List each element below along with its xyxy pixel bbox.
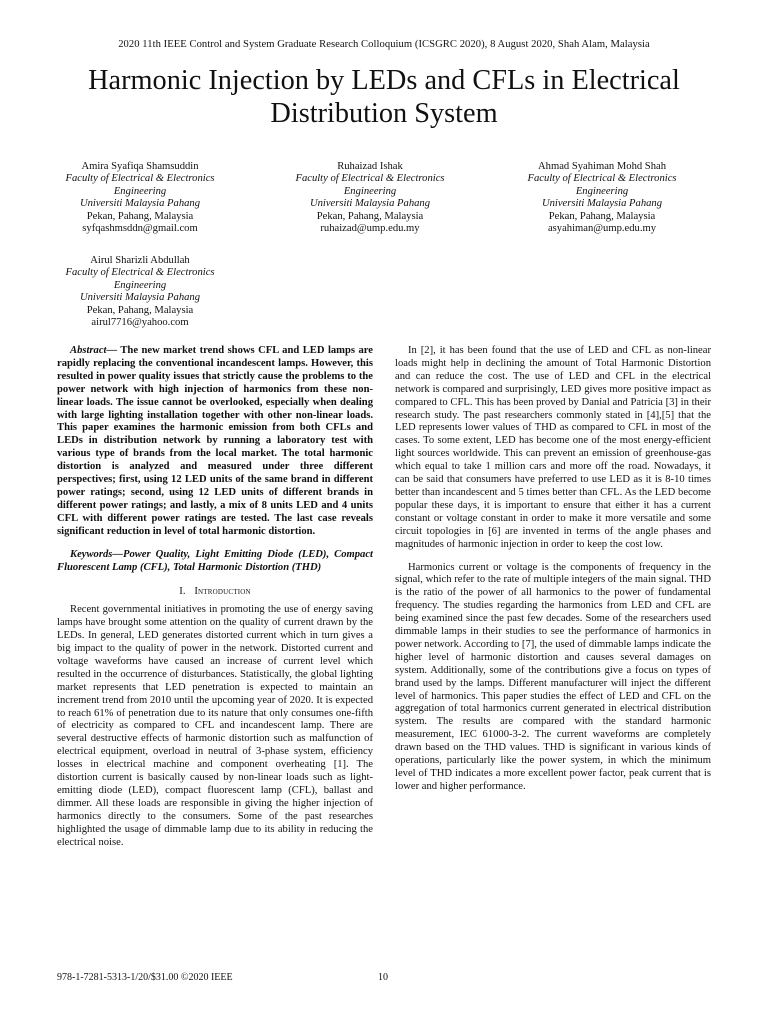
paper-title: Harmonic Injection by LEDs and CFLs in Electrical Distribution System bbox=[88, 65, 680, 129]
author-university: Universiti Malaysia Pahang bbox=[79, 198, 201, 210]
footer-isbn: 978-1-7281-5313-1/20/$31.00 ©2020 IEEE bbox=[57, 972, 233, 983]
author-email: ruhaizad@ump.edu.my bbox=[320, 223, 420, 235]
author-university: Universiti Malaysia Pahang bbox=[541, 198, 663, 210]
author-block-4 bbox=[40, 255, 240, 329]
author-location: Pekan, Pahang, Malaysia bbox=[86, 304, 194, 316]
right-column bbox=[395, 345, 711, 794]
author-affiliation: Engineering bbox=[113, 185, 167, 197]
author-block-3 bbox=[502, 161, 702, 235]
author-name: Ruhaizad Ishak bbox=[337, 161, 403, 172]
section-title: Introduction bbox=[194, 586, 251, 598]
left-column bbox=[57, 345, 373, 850]
abstract-label: Abstract— bbox=[70, 345, 118, 356]
author-location: Pekan, Pahang, Malaysia bbox=[316, 210, 424, 222]
author-affiliation: Engineering bbox=[575, 185, 629, 197]
author-email: syfqashmsddn@gmail.com bbox=[82, 223, 198, 235]
conference-header: 2020 11th IEEE Control and System Graduate Research Colloquium (ICSGRC 2020), 8 August 2020, Shah Alam, Malaysia bbox=[118, 39, 650, 50]
author-name: Ahmad Syahiman Mohd Shah bbox=[538, 161, 666, 172]
author-block-1 bbox=[40, 161, 240, 235]
author-affiliation: Faculty of Electrical & Electronics bbox=[65, 267, 215, 279]
author-affiliation: Engineering bbox=[113, 279, 167, 291]
author-affiliation: Engineering bbox=[343, 185, 397, 197]
body-paragraph: In [2], it has been found that the use of LED and CFL as non-linear loads might help in declining the amount of Total Harmonic Distortion and can reduce the cost. The use of LED and CFL in the electrical network is compared and surprisingly, LED gives more positive impact as compared to CFL. This has been proved by Danial and Patricia [3] in their research study. The past researchers commonly stated in [4],[5] that the LED represents lower values of THD as compared to CFL in most of the cases. To some extent, LED has become one of the most energy-efficient light sources worldwide. This can prevent an emission of greenhouse-gas which equal to take 1 million cars and more off the road. Nowadays, it can be said that consumers have preferred to use LED as it is 8-10 times better than incandescent and 5 times better than CFL. As the LED become popular these days, it is important to ensure that either it has a current constant or voltage constant in order to make it more versatile and some circuit topologies in [6] are invented in terms of the angle phases and magnitudes of harmonic injection in order to keep the cost low. bbox=[395, 345, 711, 550]
author-location: Pekan, Pahang, Malaysia bbox=[548, 210, 656, 222]
section-number: I. bbox=[179, 586, 186, 598]
keywords: Keywords—Power Quality, Light Emitting Diode (LED), Compact Fluorescent Lamp (CFL), Total Harmonic Distortion (THD) bbox=[57, 548, 373, 573]
intro-paragraph: Recent governmental initiatives in promoting the use of energy saving lamps have brought some attention on the quality of current drawn by the LEDs. In general, LED generates distorted current which in turn gives a big impact to the quality of power in the network. Distorted current and voltage waveforms have caused an increase of current level which resulted in the occurrence of disturbances. Statistically, the global lighting market represents that LED penetration is expected to maintain an increment trend from 2010 until the upcoming year of 2020. It is expected to reach 61% of penetration due to its nature that only consumes one-fifth of electricity as compared to CFL and incandescent lamp. There are several destructive effects of harmonic distortion such as malfunction of electrical equipment, overload in neutral of 3-phase system, efficiency losses in electrical machine and component overheating [1]. The distortion current is basically caused by non-linear loads such as light-emitting diode (LED), compact fluorescent lamp (CFL), ballast and dimmer. All these loads are responsible in giving the higher injection of harmonics directly to the consumers. Some of the past researches highlighted the usage of dimmable lamp due to its ability in reducing the electrical noise. bbox=[57, 604, 373, 848]
author-name: Amira Syafiqa Shamsuddin bbox=[81, 161, 199, 172]
author-email: asyahiman@ump.edu.my bbox=[547, 223, 657, 235]
abstract bbox=[57, 345, 373, 539]
body-paragraph: Harmonics current or voltage is the components of frequency in the signal, which refer to the rate of multiple integers of the main signal. THD is the ratio of the power of all harmonics to the power of fundamental frequency. The studies regarding the harmonics from LED and CFL are being examined since the past few decades. Some of the researchers used dimmable lamps in their studies to see the performance of harmonics in power network. According to [7], the used of dimmable lamps indicate the higher level of harmonic distortion and causes several damages on system. Additionally, some of the contributions give a focus on types of brand used by the lamps. Different manufacturer will inject the different level of harmonics. This paper studies the effect of LED and CFL on the aggregation of total harmonics current generated in electrical distribution system. The results are compared with the standard harmonic measurement, IEC 61000-3-2. The current waveforms are completely drawn based on the THD values. THD is significant in various kinds of operations, particularly like the power system, in which the minimum level of THD indicates a more excellent power factor, peak current that is lower and higher performance. bbox=[395, 561, 711, 792]
author-affiliation: Faculty of Electrical & Electronics bbox=[527, 173, 677, 185]
author-block-2 bbox=[270, 161, 470, 235]
page-number: 10 bbox=[378, 972, 388, 983]
author-university: Universiti Malaysia Pahang bbox=[79, 292, 201, 304]
author-location: Pekan, Pahang, Malaysia bbox=[86, 210, 194, 222]
section-heading bbox=[57, 586, 373, 599]
author-affiliation: Faculty of Electrical & Electronics bbox=[295, 173, 445, 185]
author-name: Airul Sharizli Abdullah bbox=[90, 255, 190, 266]
author-university: Universiti Malaysia Pahang bbox=[309, 198, 431, 210]
author-affiliation: Faculty of Electrical & Electronics bbox=[65, 173, 215, 185]
author-email: airul7716@yahoo.com bbox=[91, 317, 189, 329]
abstract-text: The new market trend shows CFL and LED lamps are rapidly replacing the conventional incandescent lamps. However, this resulted in power quality issues that strictly cause the problems to the power network with high injection of harmonics from these non-linear loads. The issue cannot be overlooked, especially when dealing with large lighting installation together with other non-linear loads. This paper examines the harmonic emission from both CFLs and LEDs in distribution network by running a laboratory test with various type of brands from the local market. The total harmonic distortion is analyzed and measured under three different perspectives; first, using 12 LED units of the same brand in different power ratings; second, using 12 LED units of different brands in different power ratings; and lastly, a mix of 8 units LED and 4 units CFL with different power ratings are tested. The last case reveals significant reduction in level of total harmonic distortion. bbox=[57, 345, 373, 537]
